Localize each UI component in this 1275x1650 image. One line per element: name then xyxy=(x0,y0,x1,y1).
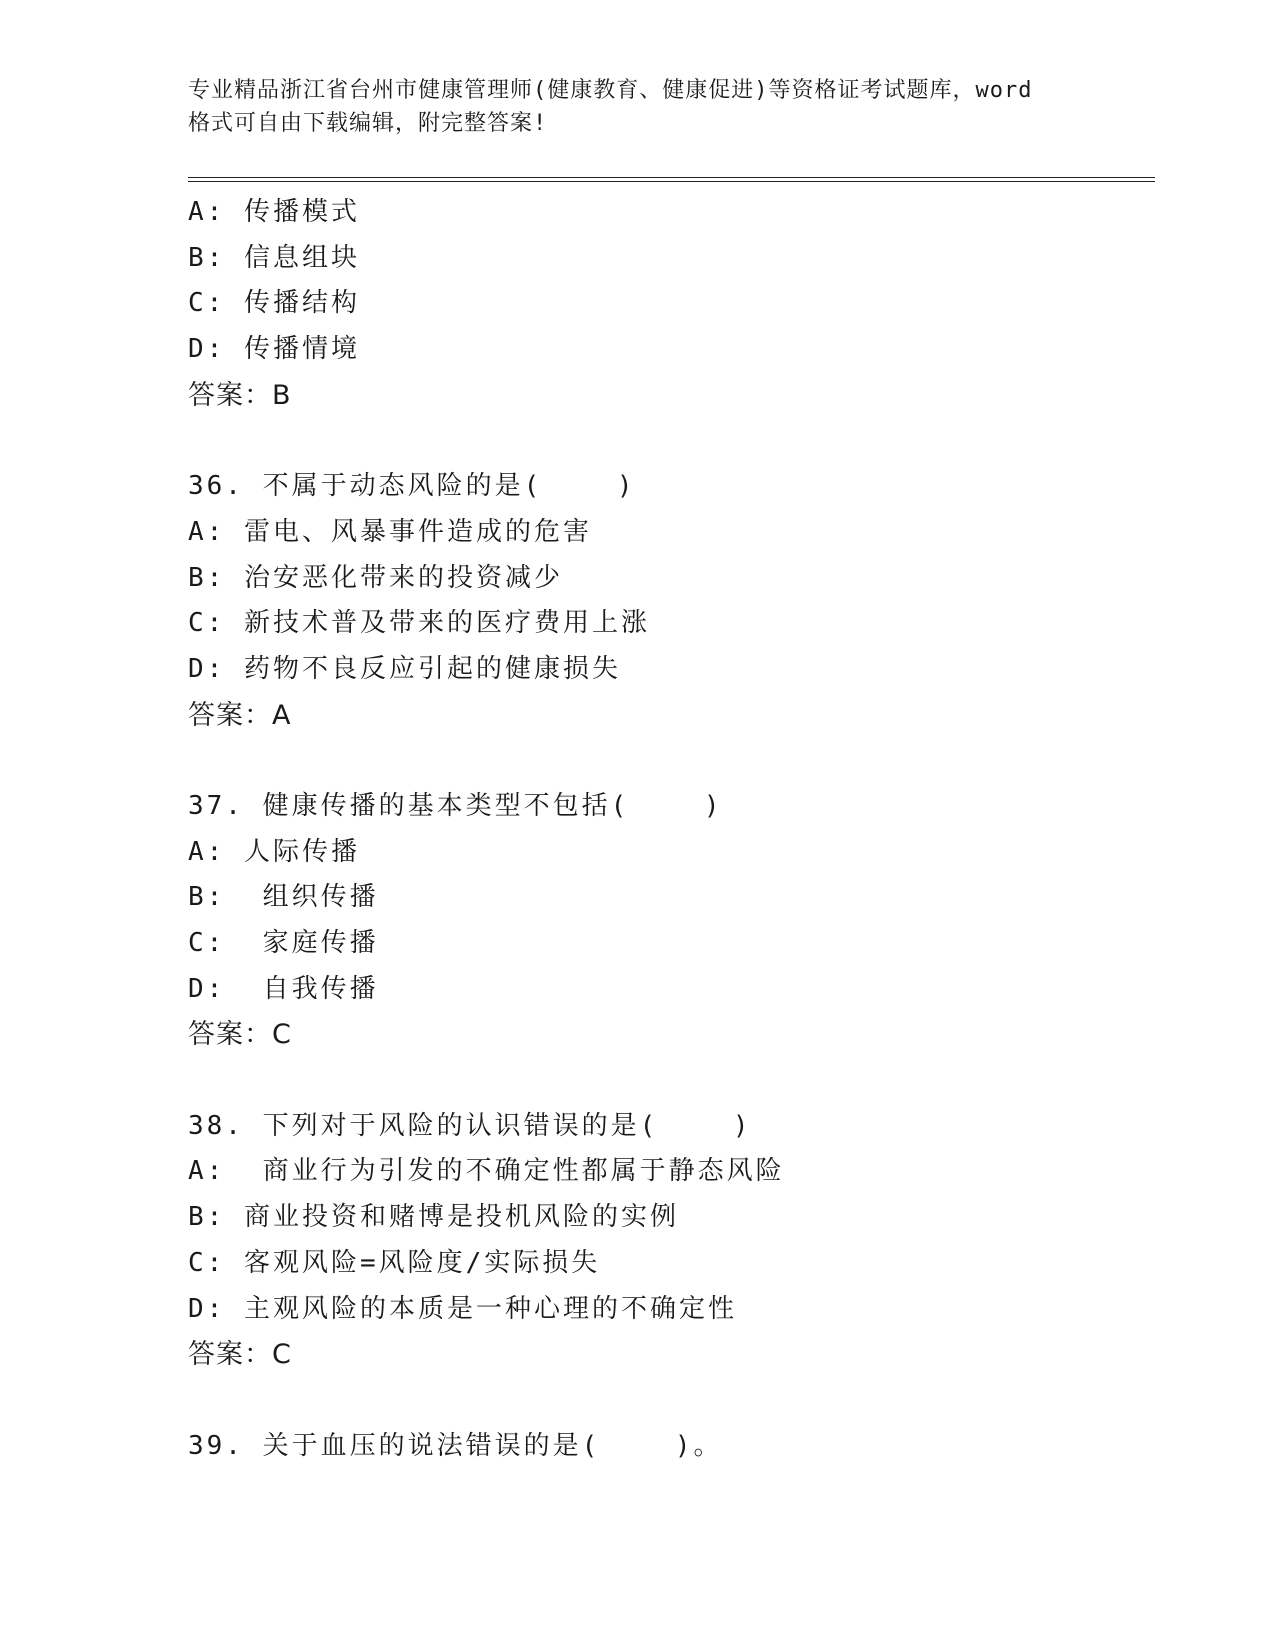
answer-line: 答案：A xyxy=(188,699,292,731)
answer-line: 答案：C xyxy=(188,1339,292,1371)
option-a: A: 人际传播 xyxy=(188,836,360,867)
option-b: B: 信息组块 xyxy=(188,242,360,273)
header-divider xyxy=(188,177,1155,182)
question-stem: 37. 健康传播的基本类型不包括( ) xyxy=(188,790,723,821)
option-d: D: 主观风险的本质是一种心理的不确定性 xyxy=(188,1293,737,1324)
header-line-1: 专业精品浙江省台州市健康管理师(健康教育、健康促进)等资格证考试题库，word xyxy=(188,78,1033,103)
option-d: D: 传播情境 xyxy=(188,334,360,365)
answer-line: 答案：C xyxy=(188,1019,292,1051)
question-block-38 xyxy=(188,1104,1148,1378)
question-block-37 xyxy=(188,784,1148,1058)
option-c: C: 新技术普及带来的医疗费用上涨 xyxy=(188,608,650,639)
question-stem: 39. 关于血压的说法错误的是( )。 xyxy=(188,1430,723,1461)
option-b: B: 商业投资和赌博是投机风险的实例 xyxy=(188,1202,679,1233)
question-stem: 38. 下列对于风险的认识错误的是( ) xyxy=(188,1110,752,1141)
answer-line: 答案：B xyxy=(188,379,292,411)
option-d: D: 药物不良反应引起的健康损失 xyxy=(188,653,621,684)
option-c: C: 传播结构 xyxy=(188,288,360,319)
option-b: B: 组织传播 xyxy=(188,882,379,913)
question-stem: 36. 不属于动态风险的是( ) xyxy=(188,471,636,502)
option-a: A: 商业行为引发的不确定性都属于静态风险 xyxy=(188,1156,785,1187)
document-header xyxy=(188,74,1088,140)
question-block-35 xyxy=(188,190,1148,418)
option-d: D: 自我传播 xyxy=(188,973,379,1004)
option-c: C: 家庭传播 xyxy=(188,928,379,958)
question-block-36 xyxy=(188,464,1148,738)
question-block-39 xyxy=(188,1424,1148,1470)
header-line-2: 格式可自由下载编辑，附完整答案! xyxy=(188,111,548,136)
option-c: C: 客观风险=风险度/实际损失 xyxy=(188,1247,601,1278)
option-b: B: 治安恶化带来的投资减少 xyxy=(188,562,563,593)
option-a: A: 雷电、风暴事件造成的危害 xyxy=(188,516,592,547)
question-list xyxy=(188,190,1148,1469)
option-a: A: 传播模式 xyxy=(188,197,360,227)
